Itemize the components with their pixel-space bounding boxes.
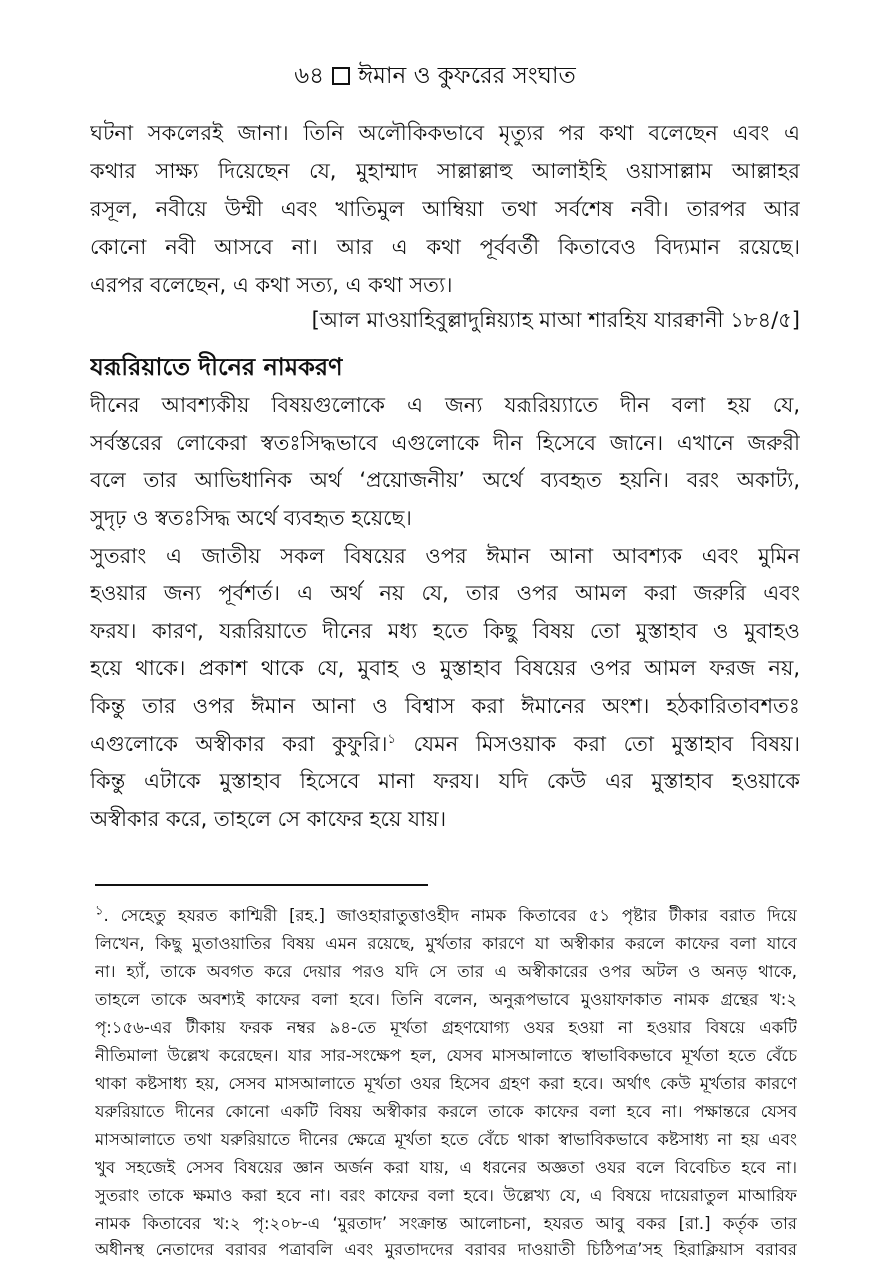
- section-heading: যরূরিয়াতে দীনের নামকরণ: [90, 353, 343, 381]
- paragraph-line: কোনো নবী আসবে না। আর এ কথা পূর্ববর্তী কিতাবেও বিদ্যমান রয়েছে।: [90, 235, 800, 259]
- page-header: [0, 58, 870, 94]
- paragraph-line: কিন্তু তার ওপর ঈমান আনা ও বিশ্বাস করা ঈমানের অংশ। হঠকারিতাবশতঃ: [90, 694, 800, 718]
- footnote-line: পৃ:১৫৬-এর টীকায় ফরক নম্বর ৯৪-তে মূর্খতা গ্রহণযোগ্য ওযর হওয়া না হওয়ার বিষয়ে একটি: [95, 1018, 797, 1037]
- footnote-line: [95, 902, 797, 929]
- footnote-line: নীতিমালা উল্লেখ করেছেন। যার সার-সংক্ষেপ হল, যেসব মাসআলাতে স্বাভাবিকভাবে মূর্খতা হতে বেঁচে: [95, 1046, 797, 1065]
- paragraph-text: এগুলোকে অস্বীকার করা কুফুরি।: [90, 732, 388, 756]
- paragraph-line: দীনের আবশ্যকীয় বিষয়গুলোকে এ জন্য যরূরিয়্যাতে দীন বলা হয় যে,: [90, 393, 800, 417]
- citation: [আল মাওয়াহিবুল্লাদুন্নিয়্যাহ মাআ শারহিয যারক্বানী ১৮৪/৫]: [311, 308, 800, 332]
- paragraph-line: ঘটনা সকলেরই জানা। তিনি অলৌকিকভাবে মৃত্যুর পর কথা বলেছেন এবং এ: [90, 121, 800, 145]
- page-number: ৬৪: [294, 63, 325, 89]
- footnote-line: নামক কিতাবের খ:২ পৃ:২০৮-এ ‘মুরতাদ’ সংক্রান্ত আলোচনা, হযরত আবু বকর [রা.] কর্তৃক তার: [95, 1214, 797, 1233]
- footnote-reference[interactable]: ১: [387, 732, 396, 747]
- paragraph-line: বলে তার আভিধানিক অর্থ ‘প্রয়োজনীয়’ অর্থে ব্যবহৃত হয়নি। বরং অকাট্য,: [90, 468, 800, 492]
- footnote-separator: [95, 884, 428, 886]
- footnote-line: মাসআলাতে তথা যরুরিয়াতে দীনের ক্ষেত্রে মূর্খতা হতে বেঁচে থাকা স্বাভাবিকভাবে কষ্টসাধ্য না হয় এবং: [95, 1130, 797, 1149]
- paragraph-line: ফরয। কারণ, যরূরিয়াতে দীনের মধ্য হতে কিছু বিষয় তো মুস্তাহাব ও মুবাহও: [90, 619, 800, 643]
- footnote-line: লিখেন, কিছু মুতাওয়াতির বিষয় এমন রয়েছে, মুর্খতার কারণে যা অস্বীকার করলে কাফের বলা যাবে: [95, 934, 797, 953]
- square-ornament-icon: [332, 67, 350, 85]
- footnote-marker: ১: [95, 903, 104, 919]
- footnote-line: সুতরাং তাকে ক্ষমাও করা হবে না। বরং কাফের বলা হবে। উল্লেখ্য যে, এ বিষয়ে দায়েরাতুল মাআরিফ: [95, 1186, 797, 1205]
- paragraph-line: সুতরাং এ জাতীয় সকল বিষয়ের ওপর ঈমান আনা আবশ্যক এবং মুমিন: [90, 544, 800, 568]
- footnote-text: . সেহেতু হযরত কাশ্মিরী [রহ.] জাওহারাতুত্তাওহীদ নামক কিতাবের ৫১ পৃষ্টার টীকার বরাত দিয়ে: [103, 906, 797, 925]
- paragraph-line: এরপর বলেছেন, এ কথা সত্য, এ কথা সত্য।: [90, 273, 453, 297]
- footnote-line: যরুরিয়াতে দীনের কোনো একটি বিষয় অস্বীকার করলে তাকে কাফের বলা হবে না। পক্ষান্তরে যেসব: [95, 1102, 797, 1121]
- paragraph-line: হয়ে থাকে। প্রকাশ থাকে যে, মুবাহ ও মুস্তাহাব বিষয়ের ওপর আমল ফরজ নয়,: [90, 656, 800, 680]
- paragraph-text: যেমন মিসওয়াক করা তো মুস্তাহাব বিষয়।: [395, 732, 800, 756]
- paragraph-line: কিন্তু এটাকে মুস্তাহাব হিসেবে মানা ফরয। যদি কেউ এর মুস্তাহাব হওয়াকে: [90, 769, 800, 793]
- paragraph-line: সুদৃঢ় ও স্বতঃসিদ্ধ অর্থে ব্যবহৃত হয়েছে।: [90, 506, 412, 530]
- footnote-line: অধীনস্থ নেতাদের বরাবর পত্রাবলি এবং মুরতাদদের বরাবর দাওয়াতী চিঠিপত্র’সহ হিরাক্লিয়াস বরাবর: [95, 1240, 797, 1259]
- paragraph-line: সর্বস্তরের লোকেরা স্বতঃসিদ্ধভাবে এগুলোকে দীন হিসেবে জানে। এখানে জরুরী: [90, 431, 800, 455]
- footnote-line: না। হ্যাঁ, তাকে অবগত করে দেয়ার পরও যদি সে তার এ অস্বীকারের ওপর অটল ও অনড় থাকে,: [95, 962, 797, 981]
- paragraph-line: কথার সাক্ষ্য দিয়েছেন যে, মুহাম্মাদ সাল্লাল্লাহু আলাইহি ওয়াসাল্লাম আল্লাহর: [90, 159, 800, 183]
- footnote-line: থাকা কষ্টসাধ্য হয়, সেসব মাসআলাতে মূর্খতা ওযর হিসেব গ্রহণ করা হবে। অর্থাৎ কেউ মূর্খতার কারণে: [95, 1074, 797, 1093]
- paragraph-line: অস্বীকার করে, তাহলে সে কাফের হয়ে যায়।: [90, 807, 447, 831]
- running-title: ঈমান ও কুফরের সংঘাত: [358, 63, 576, 89]
- paragraph-line: রসূল, নবীয়ে উম্মী এবং খাতিমুল আম্বিয়া তথা সর্বশেষ নবী। তারপর আর: [90, 197, 800, 221]
- footnote-line: খুব সহজেই সেসব বিষয়ের জ্ঞান অর্জন করা যায়, এ ধরনের অজ্ঞতা ওযর বলে বিবেচিত হবে না।: [95, 1158, 797, 1177]
- paragraph-line: হওয়ার জন্য পূর্বশর্ত। এ অর্থ নয় যে, তার ওপর আমল করা জরুরি এবং: [90, 581, 800, 605]
- footnote-line: তাহলে তাকে অবশ্যই কাফের বলা হবে। তিনি বলেন, অনুরূপভাবে মুওয়াফাকাত নামক গ্রন্থের খ:২: [95, 990, 797, 1009]
- paragraph-line-with-footnote: [90, 726, 800, 762]
